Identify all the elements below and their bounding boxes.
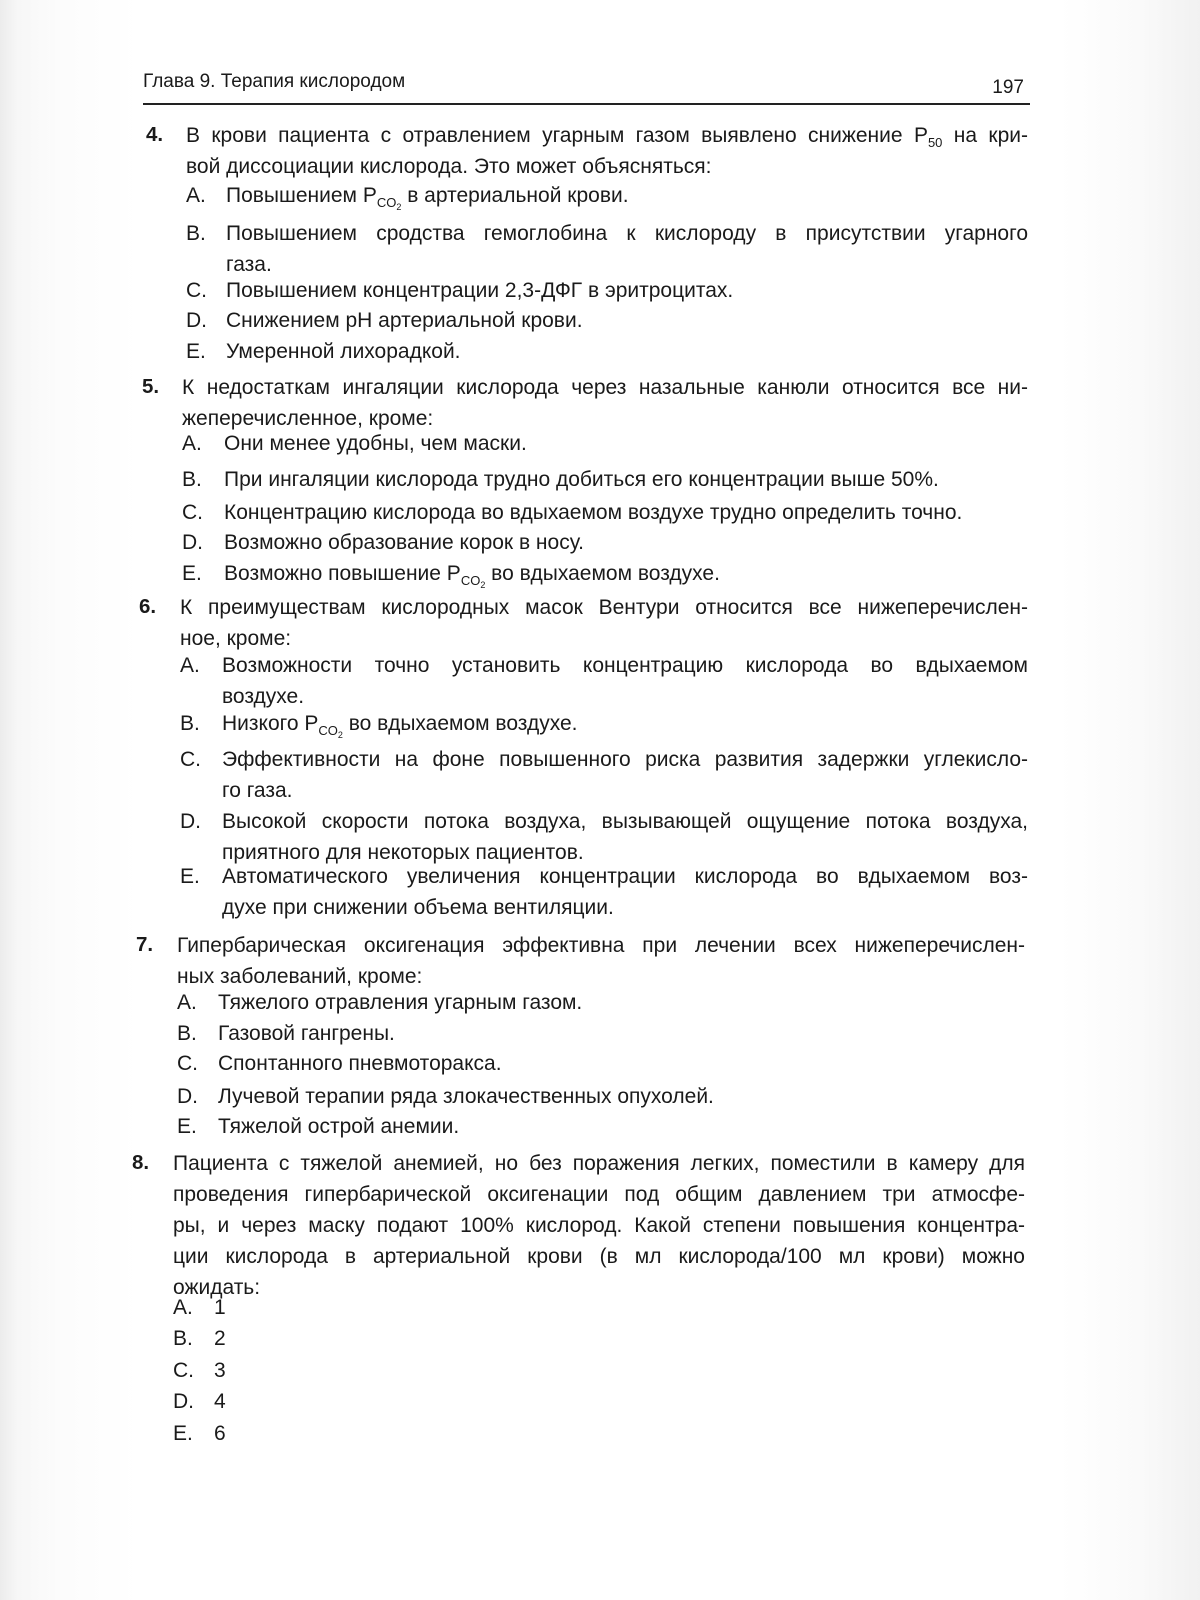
option-text-line: 3 — [214, 1359, 226, 1382]
option-letter: D. — [182, 531, 203, 554]
question-text-line: жеперечисленное, кроме: — [182, 407, 434, 430]
option-text-line: Возможно образование корок в носу. — [224, 531, 584, 554]
option-letter: C. — [177, 1052, 198, 1075]
option-text-line: Они менее удобны, чем маски. — [224, 432, 527, 455]
question-text-line: Пациента с тяжелой анемией, но без поражения легких, поместили в камеру для — [173, 1152, 1025, 1175]
option-text-line: газа. — [226, 253, 272, 276]
option-letter: E. — [182, 562, 202, 585]
option-text-line: Газовой гангрены. — [218, 1022, 395, 1045]
option-letter: A. — [186, 184, 206, 207]
question-text-line: вой диссоциации кислорода. Это может объясняться: — [186, 155, 712, 178]
option-letter: B. — [180, 712, 200, 735]
option-letter: D. — [186, 309, 207, 332]
option-text-line: Повышением $P_{CO_2}$ в артериальной крови. — [226, 184, 629, 212]
option-letter: C. — [173, 1359, 194, 1382]
question-text-line: ции кислорода в артериальной крови (в мл кислорода/100 мл крови) можно — [173, 1245, 1025, 1268]
option-text-line: Возможно повышение $P_{CO_2}$ во вдыхаемом воздухе. — [224, 562, 720, 590]
option-text-line: Спонтанного пневмоторакса. — [218, 1052, 502, 1075]
option-text-line: Эффективности на фоне повышенного риска развития задержки углекисло- — [222, 748, 1028, 771]
option-letter: D. — [180, 810, 201, 833]
option-letter: C. — [186, 279, 207, 302]
option-letter: A. — [173, 1296, 193, 1319]
question-number: 4. — [146, 123, 164, 146]
option-letter: D. — [173, 1390, 194, 1413]
question-text-line: ры, и через маску подают 100% кислород. Какой степени повышения концентра- — [173, 1214, 1025, 1237]
question-number: 7. — [136, 933, 154, 956]
option-text-line: 2 — [214, 1327, 226, 1350]
option-letter: E. — [186, 340, 206, 363]
option-text-line: Высокой скорости потока воздуха, вызывающей ощущение потока воздуха, — [222, 810, 1028, 833]
option-text-line: Повышением сродства гемоглобина к кислороду в присутствии угарного — [226, 222, 1028, 245]
chapter-title: Глава 9. Терапия кислородом — [143, 71, 406, 92]
option-text-line: го газа. — [222, 779, 293, 802]
option-text-line: Концентрацию кислорода во вдыхаемом воздухе трудно определить точно. — [224, 501, 963, 524]
question-text-line: ное, кроме: — [180, 627, 292, 650]
option-letter: B. — [182, 468, 202, 491]
option-letter: A. — [177, 991, 197, 1014]
question-text-line: К преимуществам кислородных масок Вентури относится все нижеперечислен- — [180, 596, 1028, 619]
option-letter: B. — [173, 1327, 193, 1350]
option-text-line: 4 — [214, 1390, 226, 1413]
option-letter: A. — [182, 432, 202, 455]
question-number: 6. — [139, 595, 157, 618]
option-text-line: 1 — [214, 1296, 226, 1319]
option-letter: E. — [177, 1115, 197, 1138]
option-letter: C. — [180, 748, 201, 771]
option-letter: D. — [177, 1085, 198, 1108]
question-text-line: ожидать: — [173, 1276, 261, 1299]
option-text-line: духе при снижении объема вентиляции. — [222, 896, 614, 919]
option-text-line: Возможности точно установить концентрацию кислорода во вдыхаемом — [222, 654, 1028, 677]
option-letter: A. — [180, 654, 200, 677]
page-number: 197 — [992, 77, 1024, 98]
question-text-line: проведения гипербарической оксигенации под общим давлением три атмосфе- — [173, 1183, 1025, 1206]
question-text-line: Гипербарическая оксигенация эффективна при лечении всех нижеперечислен- — [177, 934, 1025, 957]
option-letter: E. — [173, 1422, 193, 1445]
option-text-line: Тяжелого отравления угарным газом. — [218, 991, 583, 1014]
question-text-line: К недостаткам ингаляции кислорода через назальные канюли относится все ни- — [182, 376, 1028, 399]
option-text-line: приятного для некоторых пациентов. — [222, 841, 584, 864]
option-text-line: Тяжелой острой анемии. — [218, 1115, 460, 1138]
option-letter: E. — [180, 865, 200, 888]
option-text-line: воздухе. — [222, 685, 305, 708]
option-letter: B. — [186, 222, 206, 245]
option-text-line: 6 — [214, 1422, 226, 1445]
option-text-line: Повышением концентрации 2,3-ДФГ в эритроцитах. — [226, 279, 734, 302]
option-text-line: Автоматического увеличения концентрации кислорода во вдыхаемом воз- — [222, 865, 1028, 888]
option-letter: C. — [182, 501, 203, 524]
option-text-line: Умеренной лихорадкой. — [226, 340, 461, 363]
option-text-line: Лучевой терапии ряда злокачественных опухолей. — [218, 1085, 714, 1108]
option-text-line: Низкого $P_{CO_2}$ во вдыхаемом воздухе. — [222, 712, 578, 740]
option-text-line: Снижением pH артериальной крови. — [226, 309, 583, 332]
question-number: 8. — [132, 1151, 150, 1174]
question-text-line: В крови пациента с отравлением угарным газом выявлено снижение $P_{50}$ на кри- — [186, 124, 1028, 150]
option-text-line: При ингаляции кислорода трудно добиться его концентрации выше 50%. — [224, 468, 939, 491]
question-number: 5. — [142, 375, 160, 398]
option-letter: B. — [177, 1022, 197, 1045]
question-text-line: ных заболеваний, кроме: — [177, 965, 423, 988]
